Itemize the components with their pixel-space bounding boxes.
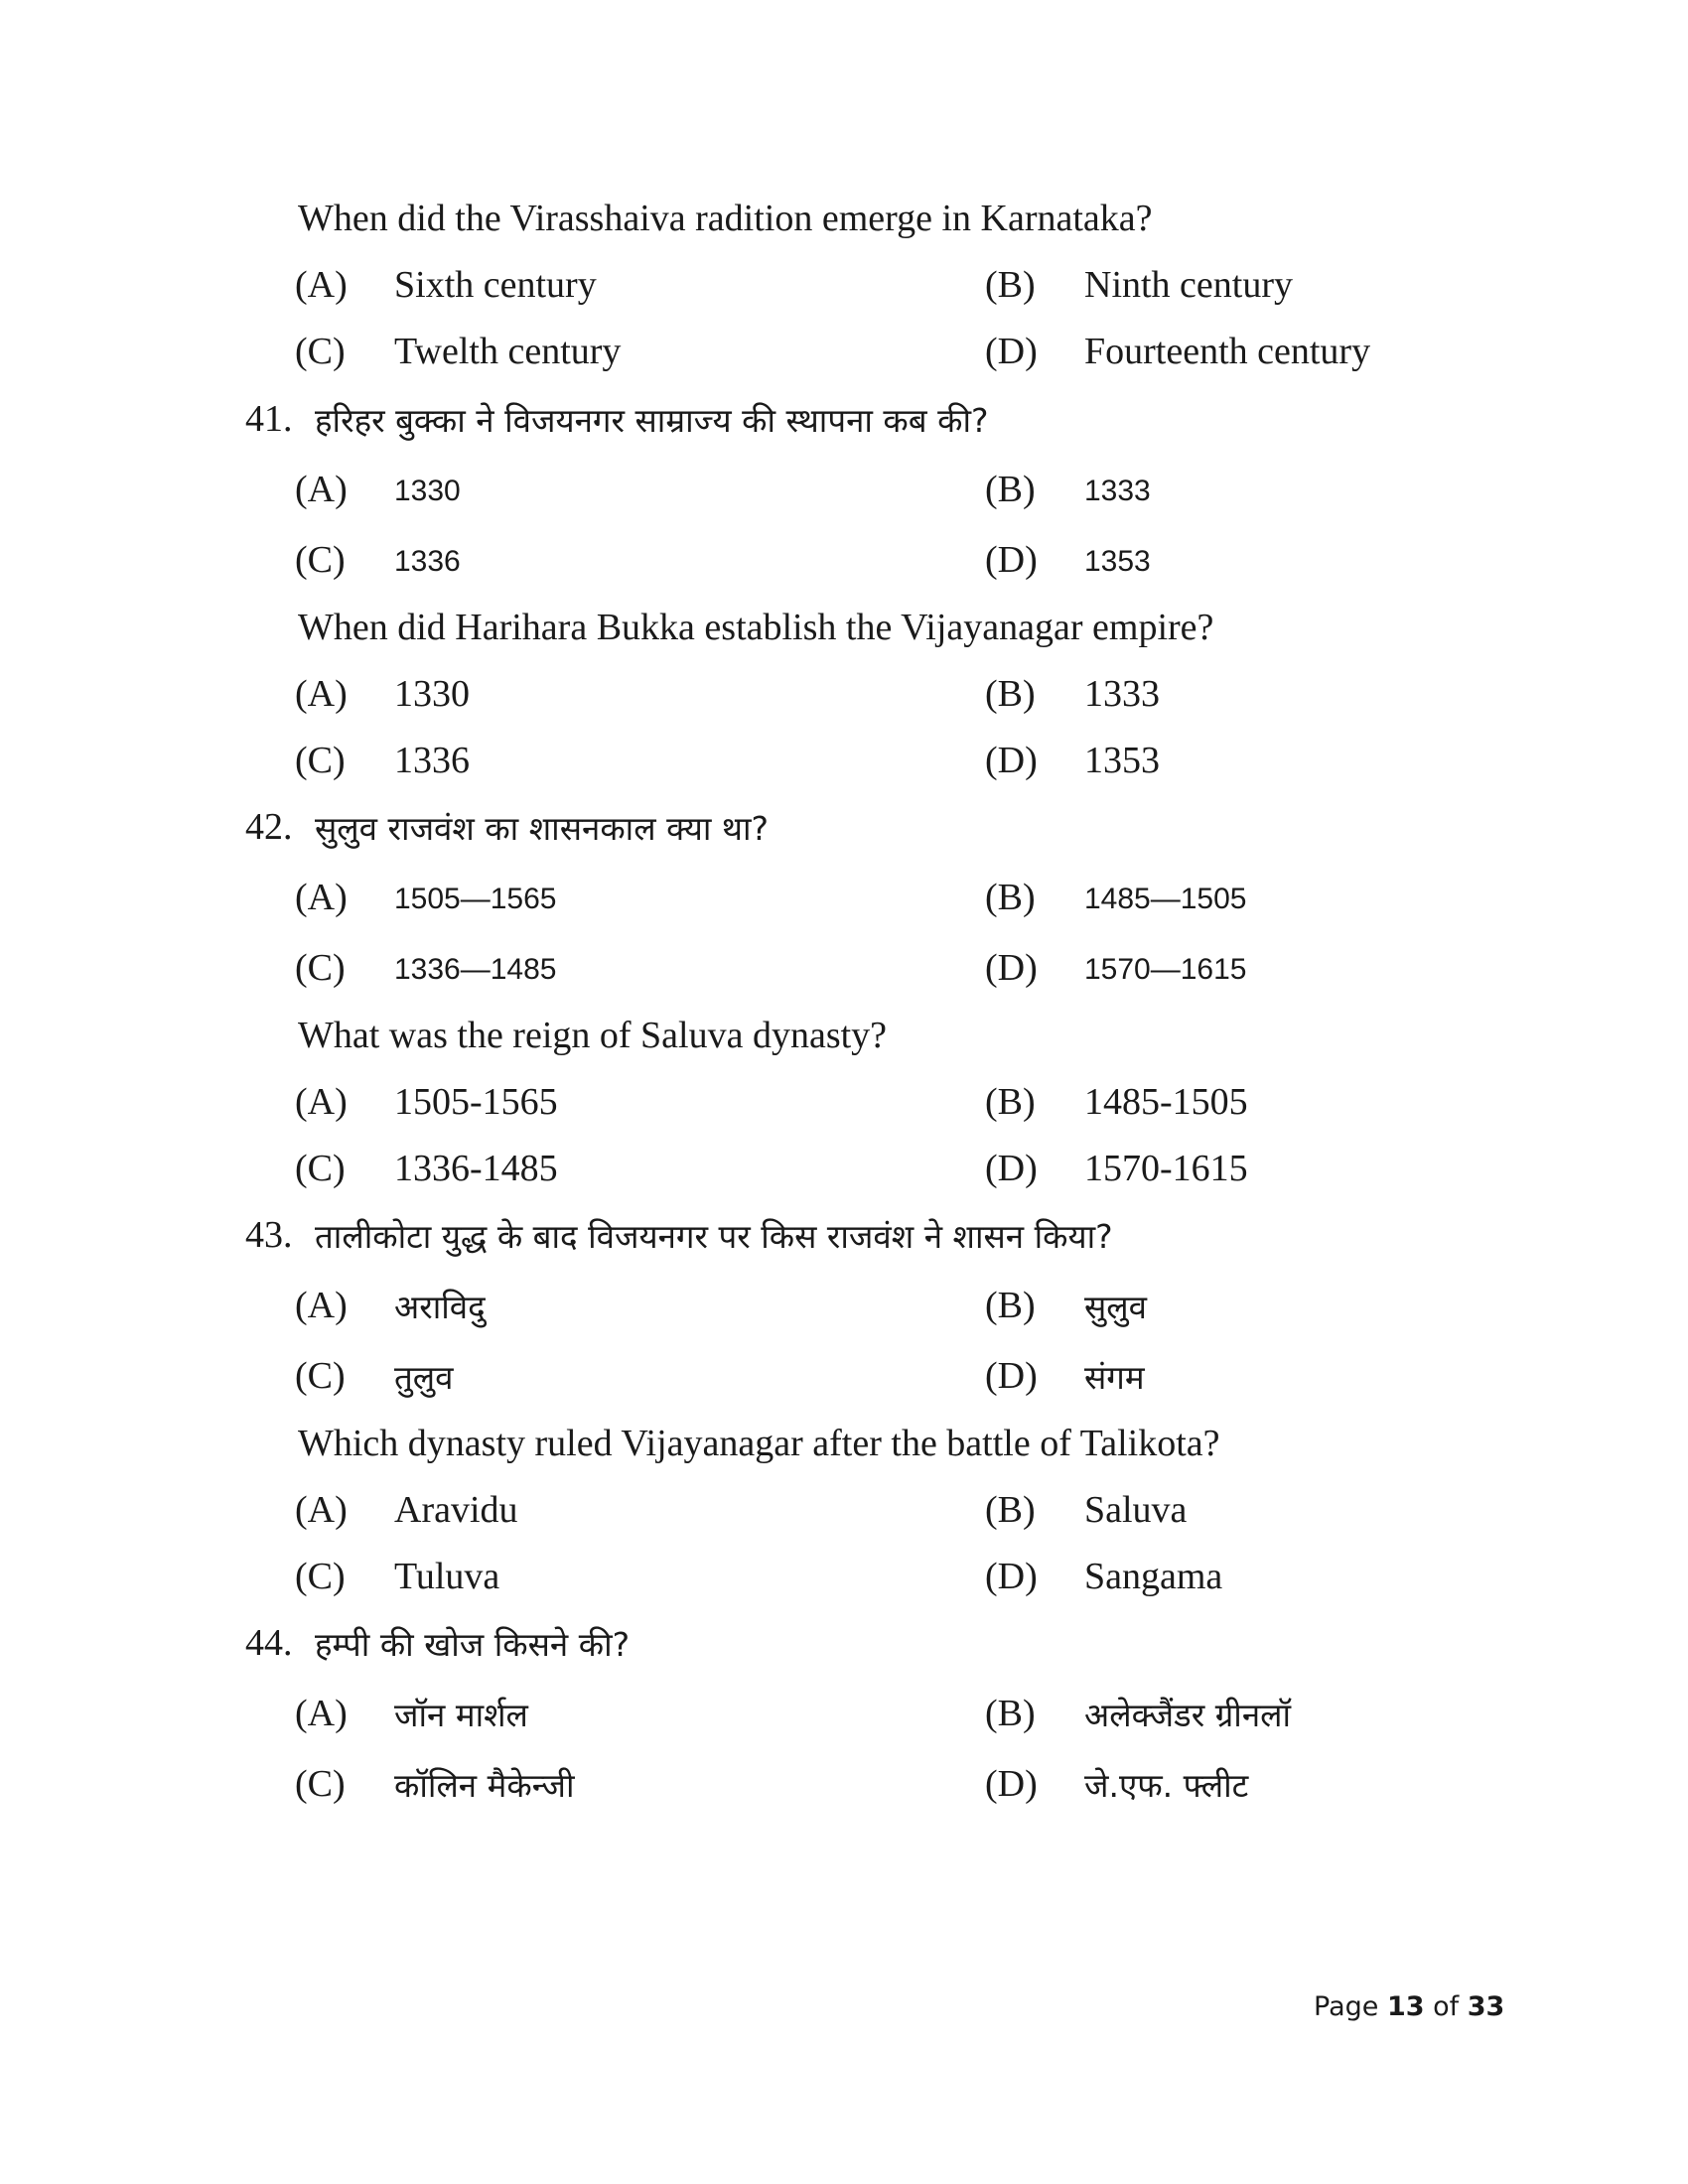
q43-hi-option-d: संगम: [1084, 1358, 1145, 1397]
page-total: 33: [1467, 1991, 1505, 2022]
question-43-hindi: तालीकोटा युद्ध के बाद विजयनगर पर किस राजवंश ने शासन किया?: [315, 1217, 1113, 1256]
question-42-english: What was the reign of Saluva dynasty?: [298, 1015, 888, 1056]
option-label-a: (A): [295, 1693, 348, 1734]
option-label-b: (B): [985, 264, 1036, 306]
question-41-english: When did Harihara Bukka establish the Vijayanagar empire?: [298, 607, 1214, 648]
q41-en-option-d: 1353: [1084, 740, 1160, 781]
q42-hi-option-a: 1505—1565: [394, 883, 557, 915]
question-40-english: When did the Virasshaiva radition emerge in Karnataka?: [298, 198, 1153, 239]
q41-hi-option-d: 1353: [1084, 545, 1151, 578]
option-label-c: (C): [295, 947, 346, 989]
q42-en-option-c: 1336-1485: [394, 1148, 558, 1189]
page-of: of: [1433, 1991, 1460, 2022]
option-label-b: (B): [985, 1081, 1036, 1123]
option-label-a: (A): [295, 264, 348, 306]
q43-hi-option-b: सुलुव: [1084, 1288, 1148, 1326]
option-label-d: (D): [985, 740, 1038, 781]
question-41-hindi: हरिहर बुक्का ने विजयनगर साम्राज्य की स्थापना कब की?: [315, 401, 989, 440]
q40-option-d: Fourteenth century: [1084, 331, 1371, 372]
q41-en-option-b: 1333: [1084, 673, 1160, 715]
q43-en-option-d: Sangama: [1084, 1556, 1223, 1597]
option-label-a: (A): [295, 877, 348, 918]
option-label-c: (C): [295, 1763, 346, 1805]
question-44-hindi: हम्पी की खोज किसने की?: [315, 1625, 631, 1664]
q44-hi-option-a: जॉन मार्शल: [394, 1696, 528, 1734]
option-label-b: (B): [985, 469, 1036, 510]
q41-en-option-c: 1336: [394, 740, 470, 781]
option-label-d: (D): [985, 1148, 1038, 1189]
option-label-d: (D): [985, 1556, 1038, 1597]
q42-en-option-b: 1485-1505: [1084, 1081, 1248, 1123]
option-label-a: (A): [295, 673, 348, 715]
q43-hi-option-a: अराविदु: [394, 1288, 486, 1326]
question-41-number: 41.: [245, 398, 293, 440]
q40-option-b: Ninth century: [1084, 264, 1294, 306]
option-label-c: (C): [295, 740, 346, 781]
option-label-c: (C): [295, 331, 346, 372]
q43-hi-option-c: तुलुव: [394, 1358, 454, 1397]
q43-en-option-a: Aravidu: [394, 1489, 518, 1531]
page-number: [1314, 1991, 1504, 2022]
option-label-d: (D): [985, 947, 1038, 989]
option-label-b: (B): [985, 673, 1036, 715]
q41-hi-option-a: 1330: [394, 475, 461, 507]
q44-hi-option-d: जे.एफ. फ्लीट: [1084, 1766, 1249, 1805]
option-label-b: (B): [985, 1285, 1036, 1326]
q41-en-option-a: 1330: [394, 673, 470, 715]
q43-en-option-b: Saluva: [1084, 1489, 1188, 1531]
q42-hi-option-d: 1570—1615: [1084, 953, 1247, 986]
page-current: 13: [1386, 1991, 1425, 2022]
option-label-a: (A): [295, 1489, 348, 1531]
option-label-a: (A): [295, 469, 348, 510]
option-label-d: (D): [985, 539, 1038, 581]
q43-en-option-c: Tuluva: [394, 1556, 500, 1597]
q42-en-option-a: 1505-1565: [394, 1081, 558, 1123]
page-prefix: Page: [1314, 1991, 1379, 2022]
question-44-number: 44.: [245, 1622, 293, 1664]
option-label-b: (B): [985, 1693, 1036, 1734]
q41-hi-option-b: 1333: [1084, 475, 1151, 507]
option-label-c: (C): [295, 1556, 346, 1597]
option-label-d: (D): [985, 1763, 1038, 1805]
option-label-b: (B): [985, 1489, 1036, 1531]
q44-hi-option-c: कॉलिन मैकेन्जी: [394, 1766, 575, 1805]
option-label-c: (C): [295, 1355, 346, 1397]
q44-hi-option-b: अलेक्जैंडर ग्रीनलॉ: [1084, 1696, 1292, 1734]
q40-option-a: Sixth century: [394, 264, 597, 306]
option-label-d: (D): [985, 331, 1038, 372]
question-42-hindi: सुलुव राजवंश का शासनकाल क्या था?: [315, 809, 770, 848]
option-label-d: (D): [985, 1355, 1038, 1397]
q40-option-c: Twelth century: [394, 331, 622, 372]
option-label-a: (A): [295, 1285, 348, 1326]
question-43-number: 43.: [245, 1214, 293, 1256]
q41-hi-option-c: 1336: [394, 545, 461, 578]
option-label-c: (C): [295, 1148, 346, 1189]
question-42-number: 42.: [245, 806, 293, 848]
q42-hi-option-c: 1336—1485: [394, 953, 557, 986]
q42-en-option-d: 1570-1615: [1084, 1148, 1248, 1189]
question-43-english: Which dynasty ruled Vijayanagar after the battle of Talikota?: [298, 1423, 1220, 1464]
option-label-a: (A): [295, 1081, 348, 1123]
q42-hi-option-b: 1485—1505: [1084, 883, 1247, 915]
option-label-b: (B): [985, 877, 1036, 918]
option-label-c: (C): [295, 539, 346, 581]
